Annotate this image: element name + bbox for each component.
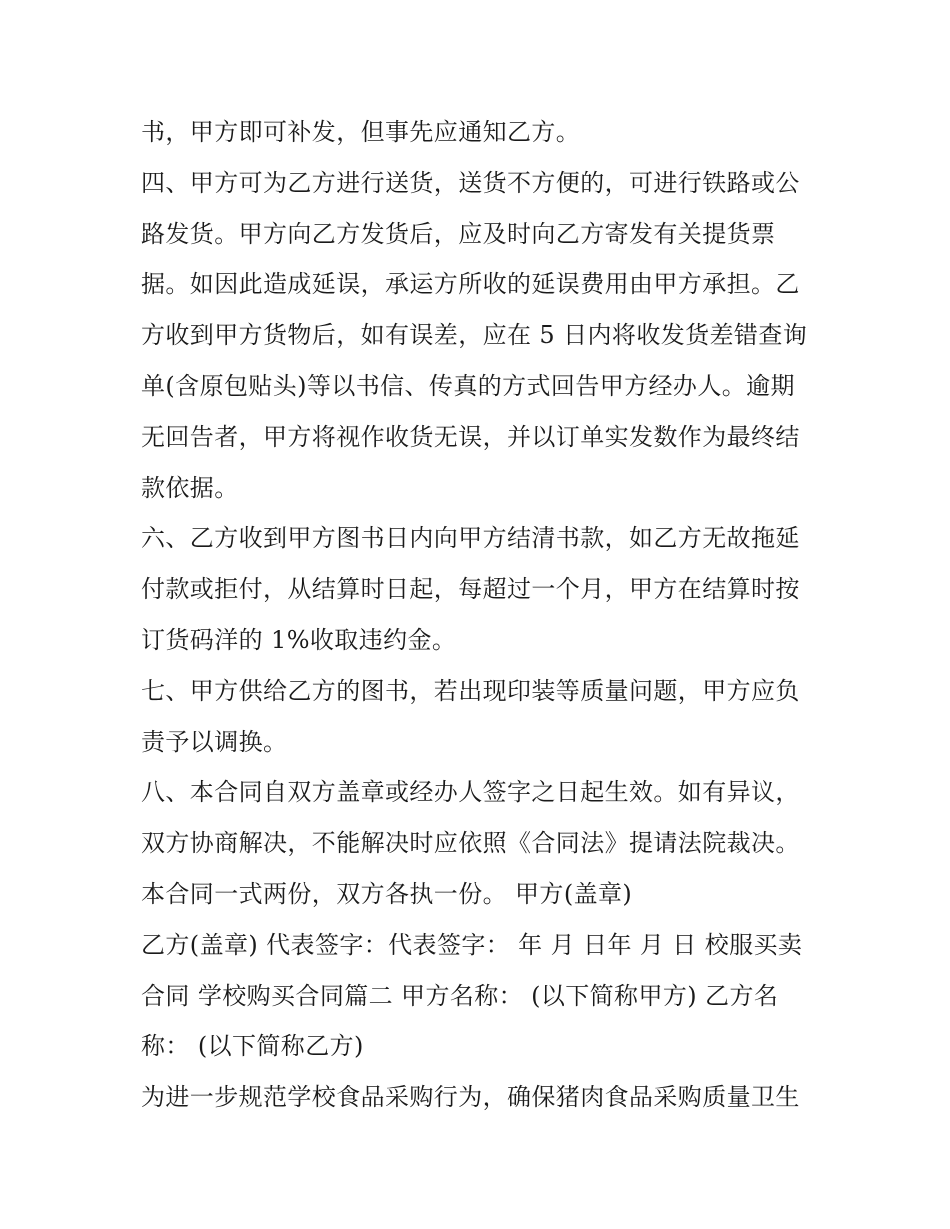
text-line: 付款或拒付，从结算时日起，每超过一个月，甲方在结算时按 — [141, 575, 800, 604]
text-line: 书，甲方即可补发，但事先应通知乙方。 — [141, 118, 581, 146]
document-body — [141, 107, 821, 1123]
text-line: 路发货。甲方向乙方发货后，应及时向乙方寄发有关提货票 — [141, 219, 776, 248]
text-line: 七、甲方供给乙方的图书，若出现印装等质量问题，甲方应负 — [141, 676, 800, 705]
text-line: 订货码洋的 1%收取违约金。 — [141, 625, 457, 654]
text-line: 六、乙方收到甲方图书日内向甲方结清书款，如乙方无故拖延 — [141, 524, 800, 553]
text-line: 双方协商解决，不能解决时应依照《合同法》提请法院裁决。 — [141, 829, 800, 858]
text-line: 款依据。 — [141, 473, 239, 502]
text-line: 无回告者，甲方将视作收货无误，并以订单实发数作为最终结 — [141, 422, 800, 451]
text-line: 为进一步规范学校食品采购行为，确保猪肉食品采购质量卫生 — [141, 1083, 800, 1112]
text-line: 称： (以下简称乙方) — [141, 1032, 364, 1061]
text-line: 本合同一式两份，双方各执一份。 甲方(盖章) — [141, 879, 633, 908]
text-line: 方收到甲方货物后，如有误差，应在 5 日内将收发货差错查询 — [141, 321, 808, 350]
text-line: 乙方(盖章) 代表签字：代表签字： 年 月 日年 月 日 校服买卖 — [141, 930, 803, 959]
text-line: 合同 学校购买合同篇二 甲方名称： (以下简称甲方) 乙方名 — [141, 981, 779, 1010]
text-line: 责予以调换。 — [141, 727, 288, 756]
text-line: 八、本合同自双方盖章或经办人签字之日起生效。如有异议， — [141, 778, 800, 807]
text-line: 据。如因此造成延误，承运方所收的延误费用由甲方承担。乙 — [141, 270, 800, 299]
text-line: 单(含原包贴头)等以书信、传真的方式回告甲方经办人。逾期 — [141, 371, 795, 400]
text-line: 四、甲方可为乙方进行送货，送货不方便的，可进行铁路或公 — [141, 168, 800, 197]
